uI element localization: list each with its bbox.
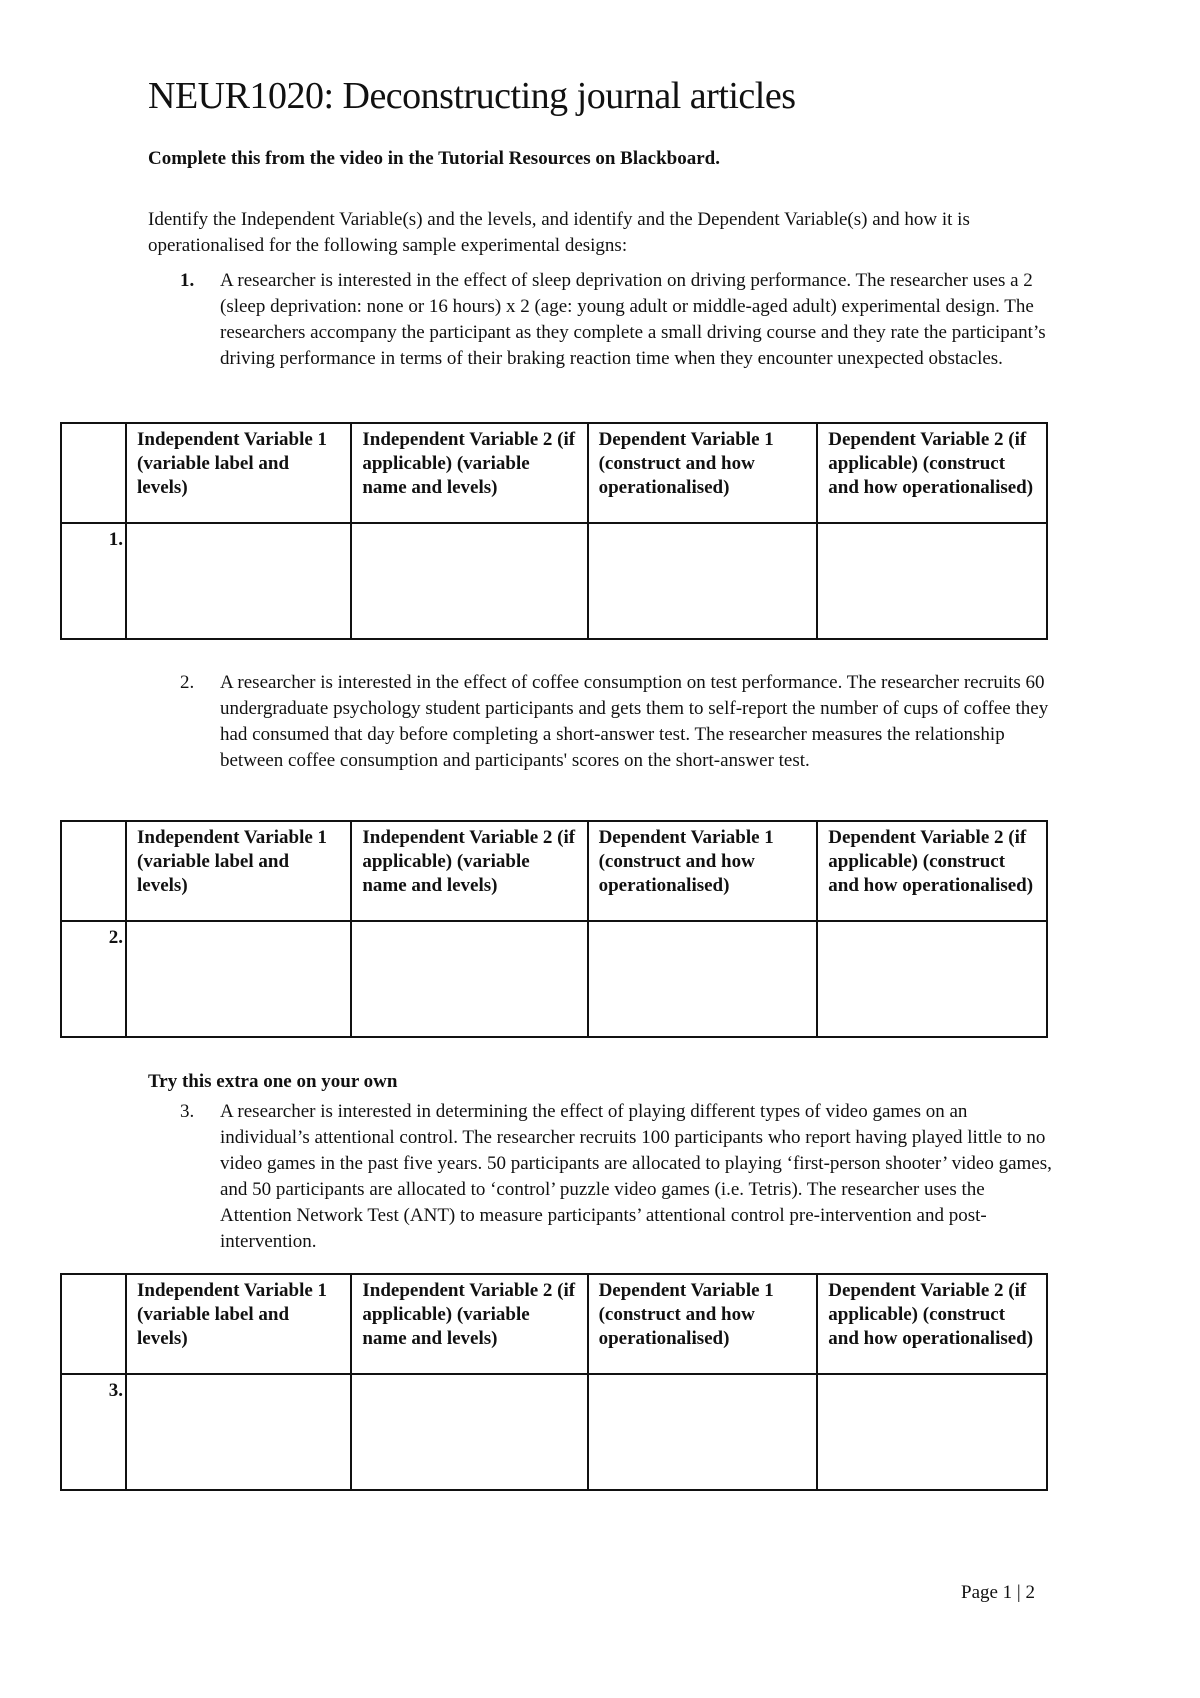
answer-cell-dv1[interactable] <box>588 1374 818 1490</box>
extra-heading: Try this extra one on your own <box>148 1071 398 1092</box>
header-dv1: Dependent Variable 1 (construct and how operationalised) <box>588 821 818 921</box>
answer-cell-dv2[interactable] <box>817 523 1047 639</box>
header-iv2: Independent Variable 2 (if applicable) (variable name and levels) <box>351 423 587 523</box>
header-iv2: Independent Variable 2 (if applicable) (variable name and levels) <box>351 821 587 921</box>
header-iv1: Independent Variable 1 (variable label and levels) <box>126 423 351 523</box>
table-row <box>61 523 1047 639</box>
answer-cell-iv2[interactable] <box>351 523 587 639</box>
header-dv2: Dependent Variable 2 (if applicable) (construct and how operationalised) <box>817 1274 1047 1374</box>
answer-table-2 <box>60 820 1048 1038</box>
header-iv2: Independent Variable 2 (if applicable) (variable name and levels) <box>351 1274 587 1374</box>
answer-cell-iv1[interactable] <box>126 1374 351 1490</box>
table-header-row <box>61 821 1047 921</box>
question-number: 2. <box>180 672 195 693</box>
row-label: 2. <box>61 921 126 1037</box>
question-text: A researcher is interested in determining the effect of playing different types of video games on an individual’s attentional control. The researcher recruits 100 participants who report having played little to no video games in the past five years. 50 participants are allocated to playing ‘first-person shooter’ video games, and 50 participants are allocated to ‘control’ puzzle video games (i.e. Tetris). The researcher uses the Attention Network Test (ANT) to measure participants’ attentional control pre-intervention and post-intervention. <box>220 1101 1052 1252</box>
instruction-text: Complete this from the video in the Tutorial Resources on Blackboard. <box>148 148 720 169</box>
question-2 <box>180 670 1060 774</box>
question-text: A researcher is interested in the effect of sleep deprivation on driving performance. The researcher uses a 2 (sleep deprivation: none or 16 hours) x 2 (age: young adult or middle-aged adult) experimental design. The researchers accompany the participant as they complete a small driving course and they rate the participant’s driving performance in terms of their braking reaction time when they encounter unexpected obstacles. <box>220 270 1046 369</box>
answer-cell-dv1[interactable] <box>588 921 818 1037</box>
question-number: 1. <box>180 270 195 291</box>
page-footer: Page 1 | 2 <box>961 1582 1035 1603</box>
header-dv1: Dependent Variable 1 (construct and how operationalised) <box>588 423 818 523</box>
header-iv1: Independent Variable 1 (variable label and levels) <box>126 821 351 921</box>
table-row <box>61 921 1047 1037</box>
answer-cell-dv1[interactable] <box>588 523 818 639</box>
question-1 <box>180 268 1060 372</box>
question-text: A researcher is interested in the effect of coffee consumption on test performance. The researcher recruits 60 undergraduate psychology student participants and gets them to self-report the number of cups of coffee they had consumed that day before completing a short-answer test. The researcher measures the relationship between coffee consumption and participants' scores on the short-answer test. <box>220 672 1049 771</box>
document-title: NEUR1020: Deconstructing journal articles <box>148 75 796 117</box>
answer-cell-iv1[interactable] <box>126 921 351 1037</box>
row-label: 1. <box>61 523 126 639</box>
answer-cell-iv2[interactable] <box>351 1374 587 1490</box>
answer-cell-dv2[interactable] <box>817 921 1047 1037</box>
answer-cell-dv2[interactable] <box>817 1374 1047 1490</box>
header-dv1: Dependent Variable 1 (construct and how operationalised) <box>588 1274 818 1374</box>
question-number: 3. <box>180 1101 195 1122</box>
table-row <box>61 1374 1047 1490</box>
blank-header-cell <box>61 821 126 921</box>
table-header-row <box>61 423 1047 523</box>
answer-table-3 <box>60 1273 1048 1491</box>
blank-header-cell <box>61 1274 126 1374</box>
intro-paragraph: Identify the Independent Variable(s) and the levels, and identify and the Dependent Variable(s) and how it is operationalised for the following sample experimental designs: <box>148 209 970 256</box>
answer-cell-iv2[interactable] <box>351 921 587 1037</box>
header-dv2: Dependent Variable 2 (if applicable) (construct and how operationalised) <box>817 423 1047 523</box>
answer-cell-iv1[interactable] <box>126 523 351 639</box>
header-dv2: Dependent Variable 2 (if applicable) (construct and how operationalised) <box>817 821 1047 921</box>
blank-header-cell <box>61 423 126 523</box>
row-label: 3. <box>61 1374 126 1490</box>
answer-table-1 <box>60 422 1048 640</box>
question-3 <box>180 1099 1060 1255</box>
table-header-row <box>61 1274 1047 1374</box>
header-iv1: Independent Variable 1 (variable label and levels) <box>126 1274 351 1374</box>
